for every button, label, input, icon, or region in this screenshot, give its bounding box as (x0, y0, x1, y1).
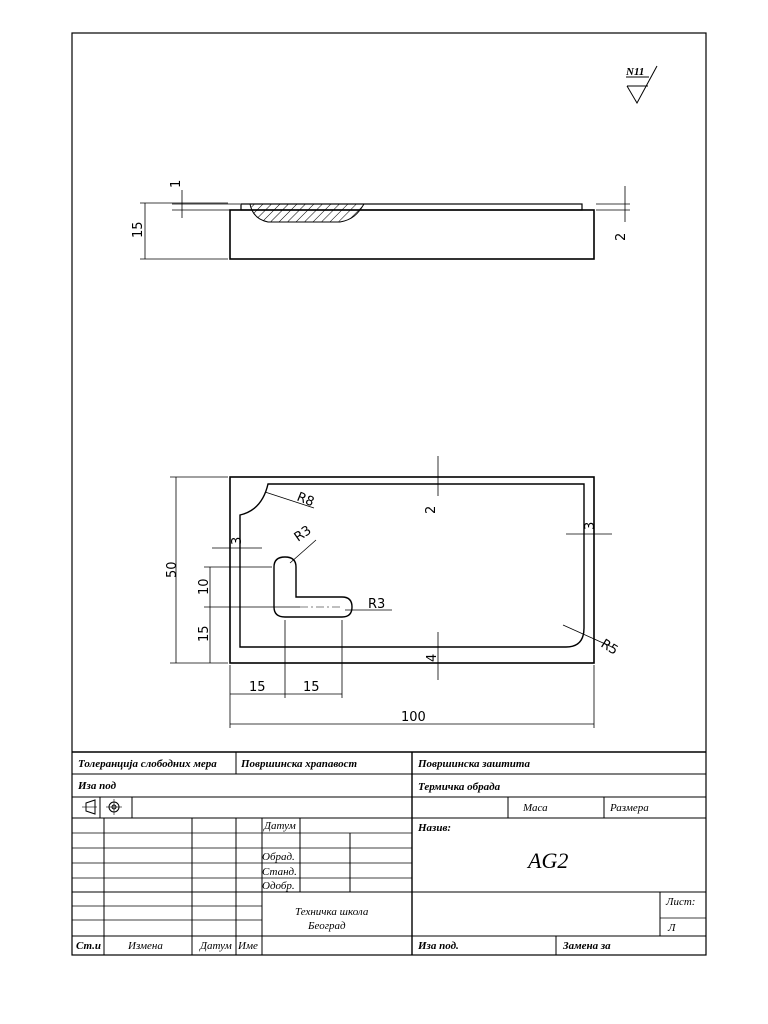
drawing-name: AG2 (528, 848, 569, 873)
surface-roughness-symbol (625, 66, 657, 103)
col-date: Датум (200, 940, 232, 952)
sheet-border (72, 33, 706, 955)
dim-overall-width: 100 (401, 710, 426, 725)
sheet-value: Л (668, 922, 676, 934)
dim-side-step: 2 (614, 232, 629, 241)
title-block (72, 752, 706, 955)
col-change: Измена (128, 940, 163, 952)
name-label: Назив: (418, 822, 452, 834)
replaced-label: Замена за (563, 940, 611, 952)
dim-outer-radius-tl: R8 (294, 489, 317, 511)
dim-side-height: 15 (131, 221, 146, 238)
dim-overall-height: 50 (165, 561, 180, 578)
dim-outer-radius-br: R5 (597, 636, 621, 659)
standard-label: Станд. (262, 866, 297, 878)
top-view-pocket (240, 484, 584, 647)
tolerance-label: Толеранција слободних мера (78, 758, 217, 770)
dim-slot-radius-end: R3 (368, 597, 386, 612)
dim-bottom-inner-gap: 4 (425, 653, 440, 662)
scale-label: Размера (610, 802, 649, 814)
projection-symbol-icon (82, 799, 122, 815)
dim-top-inner-gap: 2 (424, 505, 439, 514)
side-view (131, 180, 630, 259)
heat-treatment-label: Термичка обрада (418, 781, 501, 793)
from-label-2: Иза под. (418, 940, 459, 952)
school-line-2: Београд (308, 920, 346, 932)
dim-right-inner-gap: 3 (583, 521, 598, 530)
surface-symbol-label: N11 (626, 66, 645, 78)
dim-slot-x-offset: 15 (249, 680, 266, 695)
from-label-1: Иза под (78, 780, 117, 792)
drawn-label: Обрад. (262, 851, 295, 863)
approved-label: Одобр. (262, 880, 295, 892)
dim-left-inner-gap: 3 (230, 536, 245, 545)
protection-label: Површинска заштита (418, 758, 530, 770)
dim-side-thickness: 1 (169, 179, 184, 188)
col-state: Ст.и (76, 940, 102, 952)
top-view-l-slot (274, 557, 352, 617)
dim-slot-length: 15 (303, 680, 320, 695)
roughness-label: Површинска храпавост (241, 758, 358, 770)
dim-slot-vertical: 10 (197, 578, 212, 595)
top-view (165, 456, 621, 728)
side-view-section-hatch (250, 204, 364, 222)
date-label: Датум (264, 820, 296, 832)
dim-slot-bottom-offset: 15 (197, 625, 212, 642)
col-name: Име (238, 940, 258, 952)
sheet-label: Лист: (666, 896, 696, 908)
dim-slot-radius-top: R3 (291, 523, 315, 546)
mass-label: Маса (523, 802, 548, 814)
school-line-1: Техничка школа (295, 906, 369, 918)
